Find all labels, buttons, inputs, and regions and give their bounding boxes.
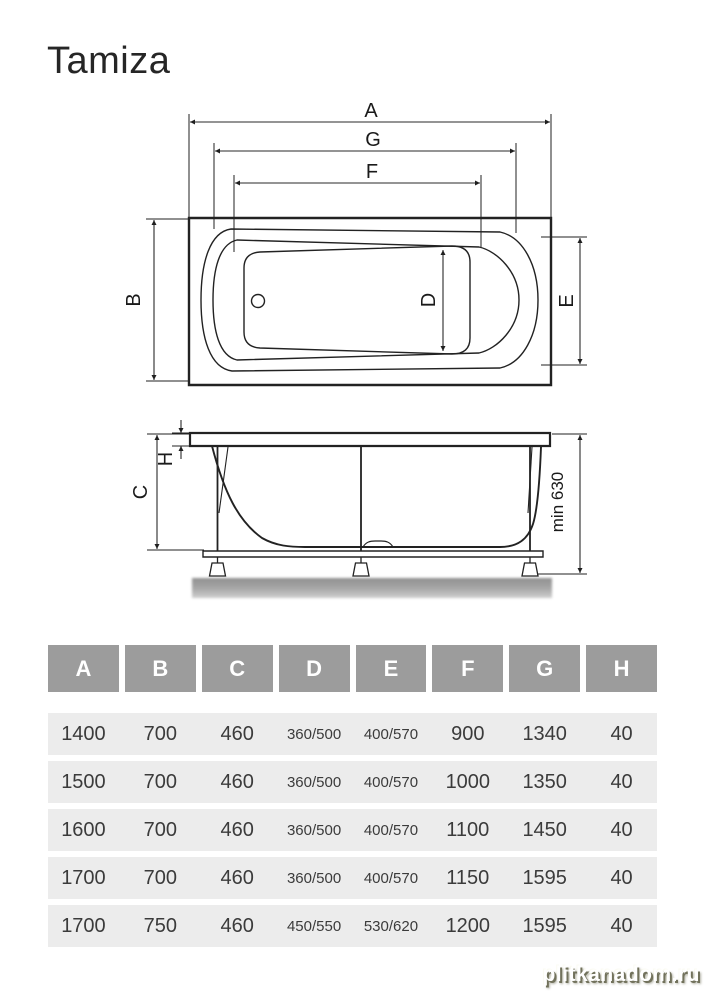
table-cell: 360/500 (286, 773, 342, 791)
page-title: Tamiza (47, 40, 171, 82)
table-header-b: B (125, 645, 196, 692)
table-row (48, 761, 657, 803)
table-cell: 1200 (445, 914, 491, 937)
table-cell: 1100 (446, 818, 490, 841)
table-cell: 1350 (522, 770, 567, 793)
table-cell: 530/620 (363, 917, 419, 935)
table-cell: 360/500 (286, 869, 342, 887)
table-row (48, 809, 657, 851)
table-cell: 400/570 (363, 821, 419, 839)
table-cell: 460 (220, 866, 254, 889)
drain-icon (252, 295, 265, 308)
table-cell: 40 (610, 722, 633, 745)
dim-d-label: D (418, 292, 440, 308)
table-header-a: A (48, 645, 119, 692)
top-view-labels (123, 100, 578, 308)
table-header-f: F (432, 645, 503, 692)
table-cell: 1500 (61, 770, 106, 793)
adjustable-feet (210, 557, 539, 576)
table-cell: 460 (220, 914, 254, 937)
watermark: plitkanadom.ru (542, 963, 700, 986)
table-cell: 460 (220, 722, 254, 745)
table-cell: 1700 (61, 914, 106, 937)
table-cell: 1340 (522, 722, 567, 745)
table-cell: 1595 (522, 866, 567, 889)
table-header-h: H (586, 645, 657, 692)
table-cell: 400/570 (363, 725, 419, 743)
table-cell: 1400 (61, 722, 106, 745)
dim-a-label: A (364, 100, 378, 122)
table-cell: 1450 (522, 818, 567, 841)
table-cell: 360/500 (286, 821, 342, 839)
table-cell: 700 (143, 722, 177, 745)
table-cell: 750 (143, 914, 177, 937)
dim-min630-label: min 630 (548, 471, 567, 533)
table-cell: 40 (610, 818, 633, 841)
dimensions-table (48, 645, 657, 947)
table-cell: 40 (610, 770, 633, 793)
table-cell: 40 (610, 914, 633, 937)
table-cell: 1150 (446, 866, 490, 889)
table-cell: 400/570 (363, 869, 419, 887)
table-row (48, 713, 657, 755)
table-cell: 1700 (61, 866, 106, 889)
support-frame (203, 446, 543, 557)
side-view (147, 420, 587, 598)
floor-shadow (192, 578, 552, 598)
table-cell: 400/570 (363, 773, 419, 791)
table-header-d: D (279, 645, 350, 692)
table-cell: 360/500 (286, 725, 342, 743)
table-cell: 1000 (445, 770, 491, 793)
top-view-extension-lines (146, 114, 587, 381)
table-cell: 1600 (61, 818, 106, 841)
table-cell: 700 (143, 770, 177, 793)
table-cell: 40 (610, 866, 633, 889)
tub-rim-inner (213, 240, 519, 360)
table-row (48, 857, 657, 899)
table-cell: 460 (220, 818, 254, 841)
side-view-labels (130, 452, 567, 532)
tub-rim-side (190, 433, 550, 446)
tub-shell-profile (212, 446, 541, 547)
table-cell: 460 (220, 770, 254, 793)
table-cell: 1595 (522, 914, 567, 937)
dim-f-label: F (365, 161, 379, 183)
dim-b-label: B (123, 293, 145, 307)
dim-g-label: G (365, 129, 381, 151)
table-row (48, 905, 657, 947)
dim-h-label: H (155, 451, 177, 467)
dim-e-label: E (556, 294, 578, 308)
table-body (48, 713, 657, 947)
table-cell: 700 (143, 866, 177, 889)
table-cell: 450/550 (286, 917, 342, 935)
table-cell: 700 (143, 818, 177, 841)
table-header-row (48, 645, 657, 692)
table-header-e: E (356, 645, 427, 692)
table-cell: 900 (451, 722, 485, 745)
table-header-c: C (202, 645, 273, 692)
dim-c-label: C (130, 484, 152, 500)
top-view (146, 114, 587, 385)
table-header-g: G (509, 645, 580, 692)
